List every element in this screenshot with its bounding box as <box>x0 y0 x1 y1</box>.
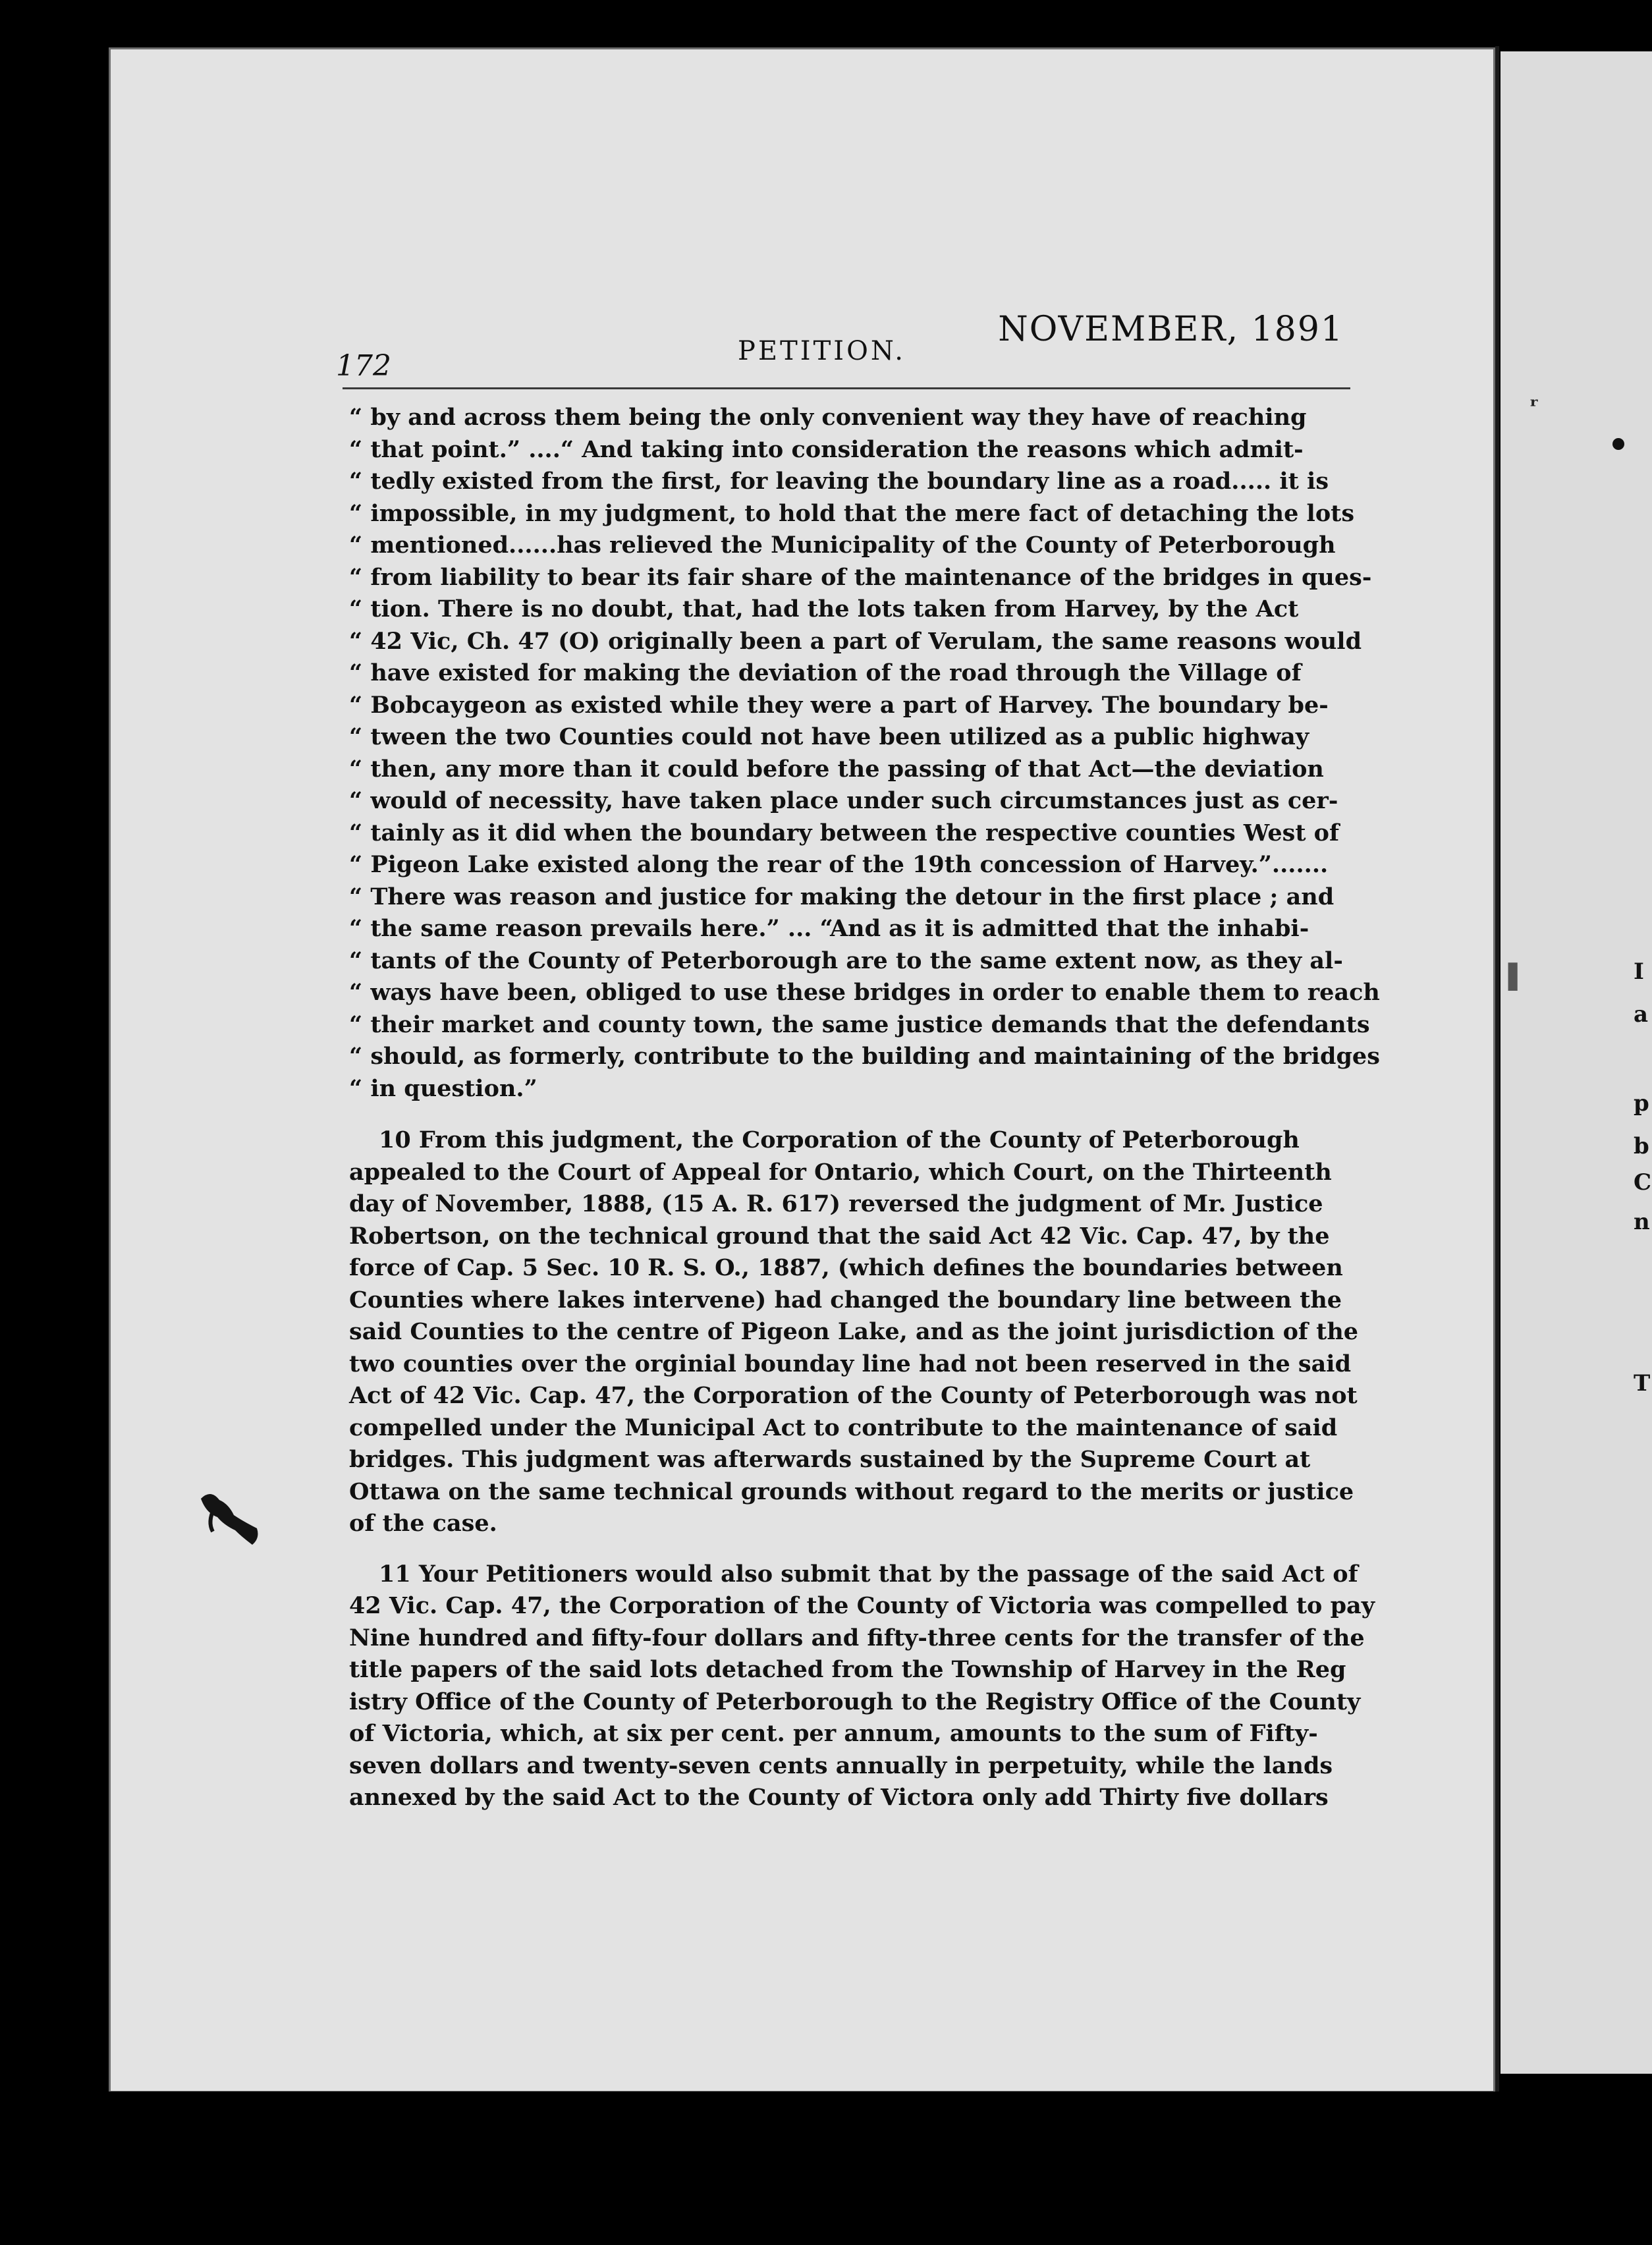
fragment-letter: I <box>1634 958 1644 985</box>
facing-page-edge <box>1501 51 1652 2074</box>
running-date: NOVEMBER, 1891 <box>998 310 1344 349</box>
text-line: “ would of necessity, have taken place under such circumstances just as cer- <box>349 787 1338 814</box>
text-line: “ ways have been, obliged to use these bridges in order to enable them to reach <box>349 979 1380 1006</box>
text-line: “ impossible, in my judgment, to hold that the mere fact of detaching the lots <box>349 499 1355 527</box>
text-line: of Victoria, which, at six per cent. per annum, amounts to the sum of Fifty- <box>349 1720 1318 1747</box>
facing-page-fragments <box>1634 0 1652 2245</box>
text-line: “ tion. There is no doubt, that, had the lots taken from Harvey, by the Act <box>349 596 1299 623</box>
text-line: 10 From this judgment, the Corporation of the County of Peterborough <box>379 1126 1300 1153</box>
text-line: Counties where lakes intervene) had changed the boundary line between the <box>349 1286 1342 1314</box>
text-line: title papers of the said lots detached from the Township of Harvey in the Reg <box>349 1656 1346 1683</box>
text-line: Nine hundred and fifty-four dollars and fifty-three cents for the transfer of the <box>349 1624 1365 1651</box>
text-line: 42 Vic. Cap. 47, the Corporation of the County of Victoria was compelled to pay <box>349 1592 1375 1619</box>
text-line: appealed to the Court of Appeal for Ontario, which Court, on the Thirteenth <box>349 1158 1332 1186</box>
text-line: “ tedly existed from the first, for leaving the boundary line as a road..... it is <box>349 468 1329 495</box>
text-line: Ottawa on the same technical grounds without regard to the merits or justice <box>349 1478 1354 1505</box>
text-line: “ tainly as it did when the boundary between the respective counties West of <box>349 819 1340 846</box>
text-line: “ mentioned......has relieved the Municipality of the County of Peterborough <box>349 532 1336 559</box>
text-line: “ Bobcaygeon as existed while they were a part of Harvey. The boundary be- <box>349 691 1329 719</box>
scan-border <box>105 2092 1652 2245</box>
text-line: compelled under the Municipal Act to contribute to the maintenance of said <box>349 1414 1338 1441</box>
page-fold <box>1495 46 1499 2095</box>
text-line: bridges. This judgment was afterwards sustained by the Supreme Court at <box>349 1446 1311 1473</box>
text-line: “ have existed for making the deviation of the road through the Village of <box>349 659 1302 686</box>
text-line: force of Cap. 5 Sec. 10 R. S. O., 1887, (which defines the boundaries between <box>349 1254 1343 1281</box>
fragment-letter: n <box>1634 1209 1650 1235</box>
text-line: “ then, any more than it could before the passing of that Act—the deviation <box>349 755 1324 783</box>
text-line: two counties over the orginial bounday line had not been reserved in the said <box>349 1350 1352 1377</box>
margin-mark: ʳ <box>1529 393 1539 420</box>
fragment-letter: T <box>1634 1370 1651 1397</box>
paragraph-quoted-judgment <box>349 402 1380 1105</box>
fragment-letter: p <box>1634 1090 1649 1117</box>
text-line: Robertson, on the technical ground that the said Act 42 Vic. Cap. 47, by the <box>349 1222 1330 1250</box>
fragment-letter: C <box>1634 1169 1652 1196</box>
ink-spot <box>1612 438 1624 450</box>
text-line: Act of 42 Vic. Cap. 47, the Corporation of the County of Peterborough was not <box>349 1382 1358 1409</box>
text-line: “ tants of the County of Peterborough are to the same extent now, as they al- <box>349 947 1343 974</box>
text-line: said Counties to the centre of Pigeon Lake, and as the joint jurisdiction of the <box>349 1318 1359 1345</box>
text-line: “ 42 Vic, Ch. 47 (O) originally been a part of Verulam, the same reasons would <box>349 627 1362 655</box>
running-title: PETITION. <box>738 336 906 366</box>
text-line: 11 Your Petitioners would also submit that by the passage of the said Act of <box>379 1560 1358 1588</box>
text-line: “ from liability to bear its fair share of the maintenance of the bridges in ques- <box>349 563 1372 591</box>
ink-blot-mark <box>194 1485 267 1551</box>
fragment-letter: a <box>1634 1001 1649 1028</box>
text-line: “ that point.” ....“ And taking into consideration the reasons which admit- <box>349 435 1304 463</box>
text-line: “ should, as formerly, contribute to the building and maintaining of the bridges <box>349 1043 1380 1070</box>
fragment-letter: b <box>1634 1133 1649 1159</box>
page-number: 172 <box>336 349 391 383</box>
text-line: day of November, 1888, (15 A. R. 617) reversed the judgment of Mr. Justice <box>349 1190 1323 1217</box>
text-line: annexed by the said Act to the County of Victora only add Thirty five dollars <box>349 1784 1329 1811</box>
text-line: “ the same reason prevails here.” ... “And as it is admitted that the inhabi- <box>349 915 1309 942</box>
text-line: “ by and across them being the only convenient way they have of reaching <box>349 404 1307 431</box>
text-line: of the case. <box>349 1510 497 1537</box>
text-line: “ There was reason and justice for making the detour in the first place ; and <box>349 883 1335 910</box>
text-line: “ their market and county town, the same justice demands that the defendants <box>349 1011 1370 1038</box>
text-line: “ in question.” <box>349 1074 537 1102</box>
text-line: “ tween the two Counties could not have been utilized as a public highway <box>349 723 1309 750</box>
text-line: seven dollars and twenty-seven cents annually in perpetuity, while the lands <box>349 1752 1333 1779</box>
fold-mark: ▌ <box>1508 963 1527 991</box>
paragraph-10 <box>349 1124 1377 1540</box>
text-line: “ Pigeon Lake existed along the rear of the 19th concession of Harvey.”....... <box>349 851 1329 878</box>
body-text <box>349 402 1380 1814</box>
header-rule <box>343 387 1350 389</box>
paragraph-11 <box>349 1559 1377 1814</box>
page-header <box>336 310 1344 382</box>
text-line: istry Office of the County of Peterborough to the Registry Office of the County <box>349 1688 1361 1715</box>
